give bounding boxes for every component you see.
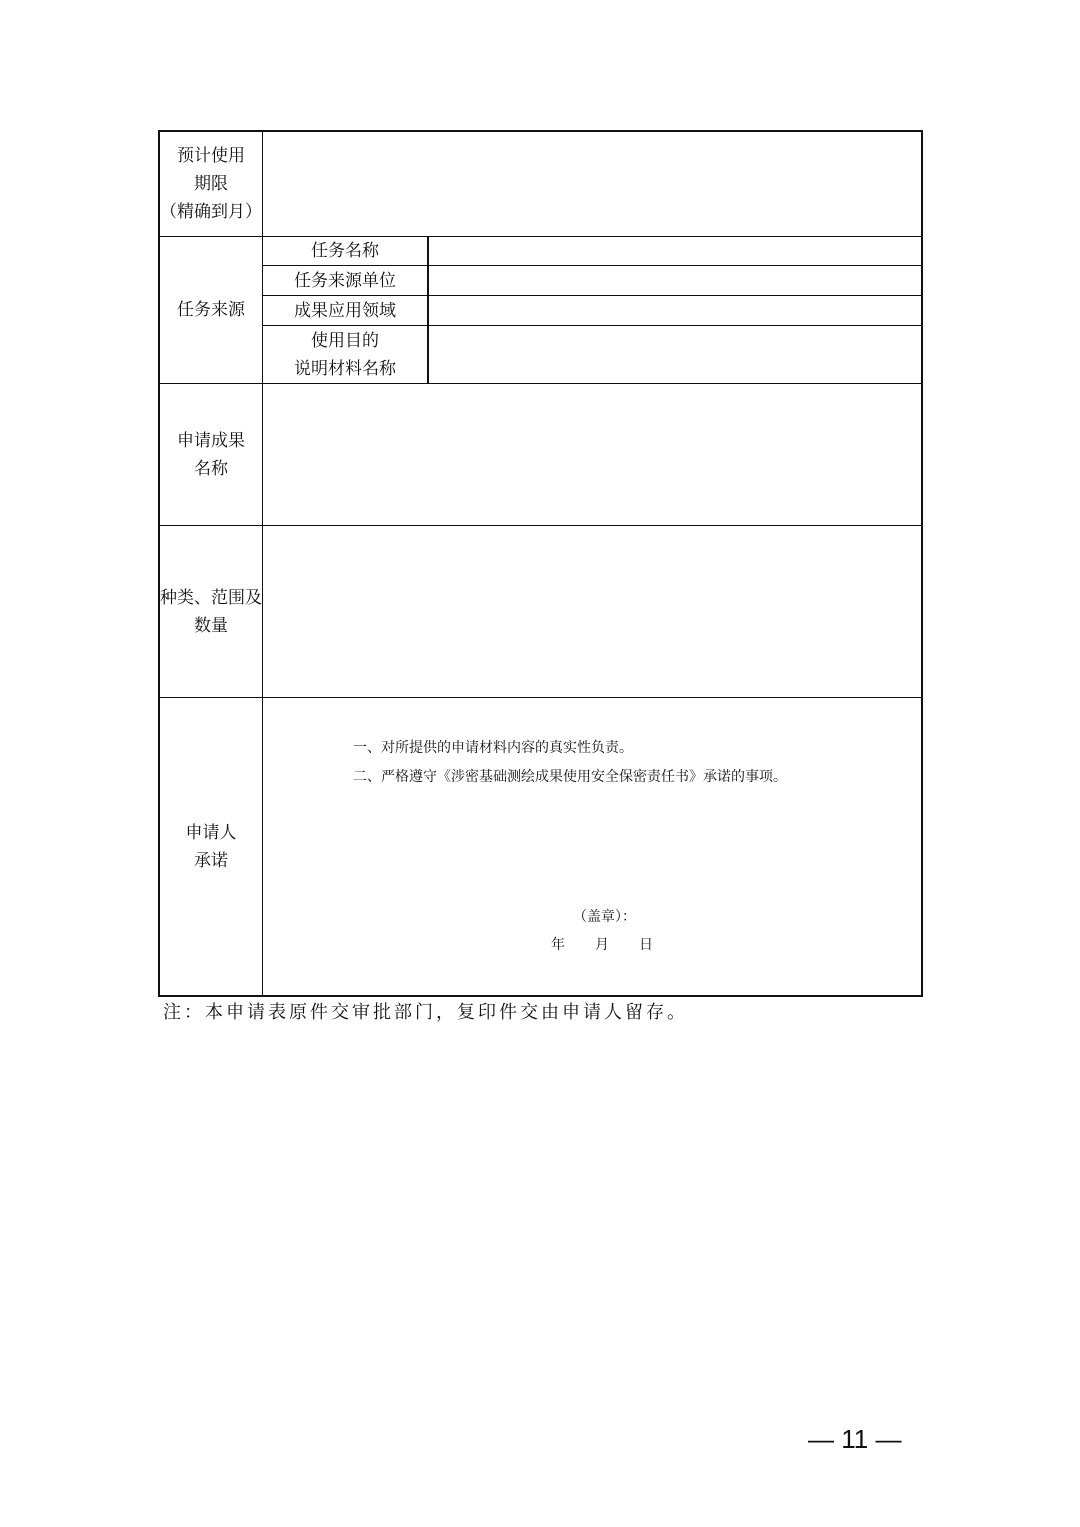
purpose-doc-label (263, 326, 429, 383)
date-month: 月 (595, 937, 609, 953)
task-source-unit-label-text: 任务来源单位 (294, 270, 396, 291)
application-form-table (158, 130, 923, 997)
period-label-line-1: 预计使用 (177, 146, 245, 166)
application-field-label-text: 成果应用领域 (294, 300, 396, 321)
result-name-label-line-2: 名称 (194, 458, 228, 479)
scope-row (160, 526, 921, 698)
application-field-label (263, 296, 429, 325)
scope-label-line-2: 数量 (194, 615, 228, 636)
result-name-label (160, 384, 263, 525)
task-name-label (263, 237, 429, 265)
task-source-label-text: 任务来源 (177, 300, 245, 320)
footnote: 注：本申请表原件交审批部门，复印件交由申请人留存。 (163, 1002, 688, 1023)
pledge-label-line-1: 申请人 (185, 822, 237, 843)
pledge-item-2: 二、严格遵守《涉密基础测绘成果使用安全保密责任书》承诺的事项。 (353, 769, 787, 785)
pledge-label-line-2: 承诺 (194, 850, 228, 871)
task-name-label-text: 任务名称 (311, 241, 379, 261)
purpose-doc-row (263, 326, 921, 383)
pledge-row (160, 698, 921, 995)
date-year: 年 (551, 937, 565, 953)
period-label-line-2: 期限 (194, 174, 228, 194)
task-name-row (263, 237, 921, 266)
task-source-label (160, 237, 263, 383)
task-source-unit-row (263, 266, 921, 296)
period-label-line-3: （精确到月） (160, 202, 262, 222)
seal-label: （盖章）： (573, 909, 636, 925)
application-field-row (263, 296, 921, 326)
result-name-label-line-1: 申请成果 (177, 430, 245, 451)
period-row (160, 132, 921, 237)
purpose-doc-label-line-2: 说明材料名称 (294, 358, 396, 379)
task-source-unit-label (263, 266, 429, 295)
purpose-doc-label-line-1: 使用目的 (311, 330, 379, 351)
scope-label (160, 526, 263, 697)
scope-label-line-1: 种类、范围及 (160, 587, 262, 608)
task-source-row (160, 237, 921, 384)
pledge-item-1: 一、对所提供的申请材料内容的真实性负责。 (353, 740, 633, 756)
result-name-row (160, 384, 921, 526)
pledge-items (353, 734, 787, 792)
period-label (160, 132, 263, 236)
pledge-label (160, 698, 263, 995)
page-number: — 11 — (808, 1424, 902, 1454)
date-line (551, 934, 653, 954)
date-day: 日 (639, 937, 653, 953)
